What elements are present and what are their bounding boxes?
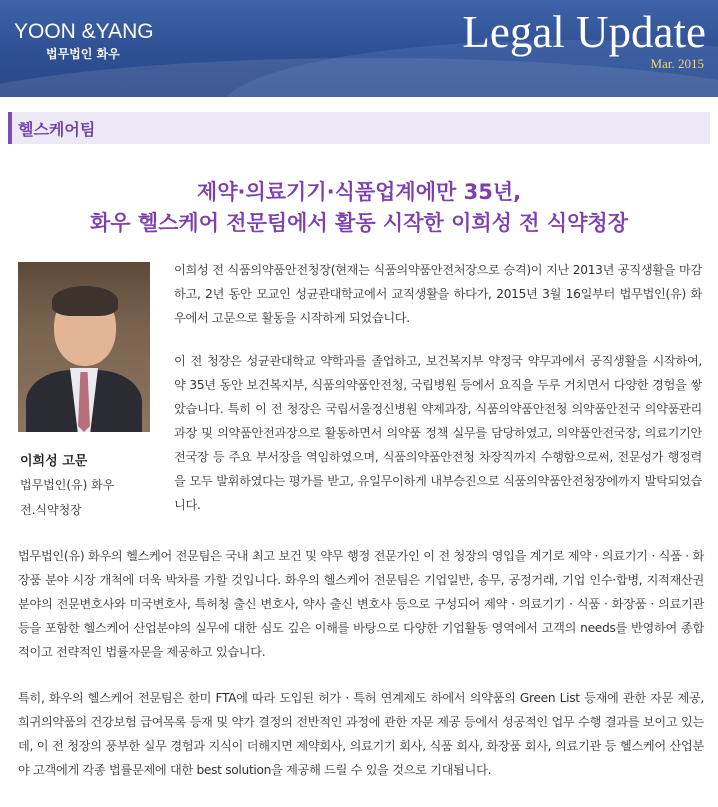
profile-photo xyxy=(18,262,150,432)
issue-date: Mar. 2015 xyxy=(650,56,704,71)
section-label: 헬스케어팀 xyxy=(18,120,96,139)
newsletter-title: Legal Update xyxy=(462,7,706,57)
article-headline-line2: 화우 헬스케어 전문팀에서 활동 시작한 이희성 전 식약청장 xyxy=(89,211,629,235)
profile-name: 이희성 고문 xyxy=(20,454,88,469)
body-paragraph-2: 이 전 청장은 성균관대학교 약학과를 졸업하고, 보건복지부 약정국 약무과에서 공직생활을 시작하여, 약 35년 동안 보건복지부, 식품의약품안전청, 국립병원 등에서 요직을 두루 거치면서 다양한 경험을 쌓았습니다. 특히 이 전 청장은 국립서울정신병원 약제과장, 식품의약품안전청 의약품안전국 의약품관리과장 및 의약품안전과장으로 활동하면서 의약품 정책 실무를 담당하였고, 의약품안전국장, 의료기기안전국장 등 주요 부서장을 역임하였으며, 식품의약품안전청 차장직까지 수행함으로써, 전문성가 행정력을 모두 발휘하였다는 평가를 받고, 유일무이하게 내부승진으로 식품의약품안전청장에까지 발탁되었습니다. xyxy=(174,354,702,512)
section-heading-bar xyxy=(8,112,710,144)
firm-logo: YOON &YANG xyxy=(14,20,154,43)
article-headline-line1: 제약·의료기기·식품업계에만 35년, xyxy=(196,180,522,204)
photo-hair-shape xyxy=(52,286,118,316)
body-paragraph-3: 법무법인(유) 화우의 헬스케어 전문팀은 국내 최고 보건 및 약무 행정 전문가인 이 전 청장의 영입을 계기로 제약 · 의료기기 · 식품 · 화장품 분야 시장 개척에 더욱 박차를 가할 것입니다. 화우의 헬스케어 전문팀은 기업일반, 송무, 공정거래, 기업 인수·합병, 지적재산권 분야의 전문변호사와 미국변호사, 특허청 출신 변호사, 약사 출신 변호사 등으로 구성되어 제약 · 의료기기 · 식품 · 화장품 · 의료기관 등을 포함한 헬스케어 산업분야의 실무에 대한 심도 깊은 이해를 바탕으로 다양한 기업활동 영역에서 고객의 needs를 반영하여 종합적이고 전략적인 법률자문을 제공하고 있습니다. xyxy=(18,549,704,659)
body-paragraph-1: 이희성 전 식품의약품안전청장(현재는 식품의약품안전처장으로 승격)이 지난 2013년 공직생활을 마감하고, 2년 동안 모교인 성균관대학교에서 교직생활을 하다가, 2015년 3월 16일부터 법무법인(유) 화우에서 고문으로 활동을 시작하게 되었습니다. xyxy=(174,263,702,325)
body-paragraph-4: 특히, 화우의 헬스케어 전문팀은 한미 FTA에 따라 도입된 허가 · 특허 연계제도 하에서 의약품의 Green List 등재에 관한 자문 제공, 희귀의약품의 건강보험 급여목록 등재 및 약가 결정의 전반적인 과정에 관한 자문 제공 등에서 성공적인 업무 수행 결과를 보이고 있는데, 이 전 청장의 풍부한 실무 경험과 지식이 더해지면 제약회사, 의료기기 회사, 식품 회사, 화장품 회사, 의료기관 등 헬스케어 산업분야 고객에게 각종 법률문제에 대한 best solution을 제공해 드릴 수 있을 것으로 기대됩니다. xyxy=(18,691,704,777)
profile-org: 법무법인(유) 화우 xyxy=(20,478,115,492)
profile-former-title: 전.식약청장 xyxy=(20,503,82,517)
newsletter-header xyxy=(0,0,718,97)
firm-logo-korean: 법무법인 화우 xyxy=(46,47,120,61)
